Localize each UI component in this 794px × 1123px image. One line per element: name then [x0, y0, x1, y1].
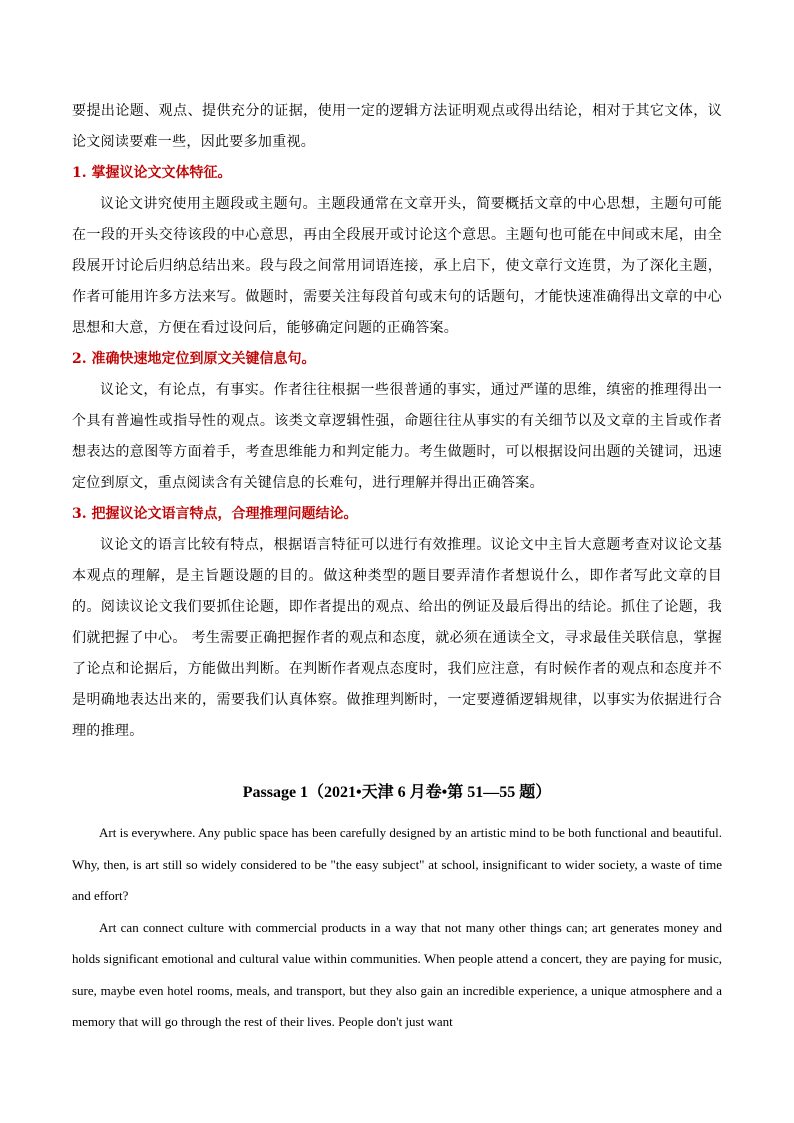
tip-body-3: 议论文的语言比较有特点，根据语言特征可以进行有效推理。议论文中主旨大意题考查对议论文基本观点的理解，是主旨题设题的目的。做这种类型的题目要弄清作者想说什么，即作者写此文章的目的。阅读议论文我们要抓住论题，即作者提出的观点、给出的例证及最后得出的结论。抓住了论题，我们就把握了中心。 考生需要正确把握作者的观点和态度，就必须在通读全文，寻求最佳关联信息，掌握了论点和论据后，方能做出判断。在判断作者观点态度时，我们应注意，有时候作者的观点和态度并不是明确地表达出来的，需要我们认真体察。做推理判断时，一定要遵循逻辑规律，以事实为依据进行合理的推理。 — [72, 537, 722, 739]
passage-paragraph-1: Art is everywhere. Any public space has been carefully designed by an artistic mind to be both functional and beautiful. Why, then, is art still so widely considered to be "the easy subject" at school, insignificant to wider society, a waste of time and effort? — [72, 825, 722, 903]
tip-section-3 — [72, 499, 722, 747]
intro-paragraph: 要提出论题、观点、提供充分的证据，使用一定的逻辑方法证明观点或得出结论，相对于其它文体，议论文阅读要难一些，因此要多加重视。 — [72, 103, 722, 150]
passage-paragraph-2: Art can connect culture with commercial products in a way that not many other things can; art generates money and holds significant emotional and cultural value within communities. When people attend a concert, they are paying for music, sure, maybe even hotel rooms, meals, and transport, but they also gain an incredible experience, a unique atmosphere and a memory that will go through the rest of their lives. People don't just want — [72, 919, 722, 1029]
tip-section-1 — [72, 158, 722, 344]
tip-body-1: 议论文讲究使用主题段或主题句。主题段通常在文章开头，简要概括文章的中心思想，主题句可能在一段的开头交待该段的中心意思，再由全段展开或讨论这个意思。主题句也可能在中间或末尾，由全段展开讨论后归纳总结出来。段与段之间常用词语连接，承上启下，使文章行文连贯，为了深化主题，作者可能用许多方法来写。做题时，需要关注每段首句或末句的话题句，才能快速准确得出文章的中心思想和大意，方便在看过设问后，能够确定问题的正确答案。 — [72, 196, 722, 336]
tip-heading-1: 1. 掌握议论文文体特征。 — [72, 165, 232, 181]
tip-body-2: 议论文，有论点，有事实。作者往往根据一些很普通的事实，通过严谨的思维，缜密的推理得出一个具有普遍性或指导性的观点。该类文章逻辑性强，命题往往从事实的有关细节以及文章的主旨或作者想表达的意图等方面着手，考查思维能力和判定能力。考生做题时，可以根据设问出题的关键词，迅速定位到原文，重点阅读含有关键信息的长难句，进行理解并得出正确答案。 — [72, 382, 722, 491]
passage-title: Passage 1（2021•天津 6 月卷•第 51—55 题） — [242, 784, 552, 801]
tip-heading-3: 3. 把握议论文语言特点，合理推理问题结论。 — [72, 506, 358, 522]
document-page — [72, 96, 722, 1038]
tip-heading-2: 2. 准确快速地定位到原文关键信息句。 — [72, 351, 316, 367]
tip-section-2 — [72, 344, 722, 499]
